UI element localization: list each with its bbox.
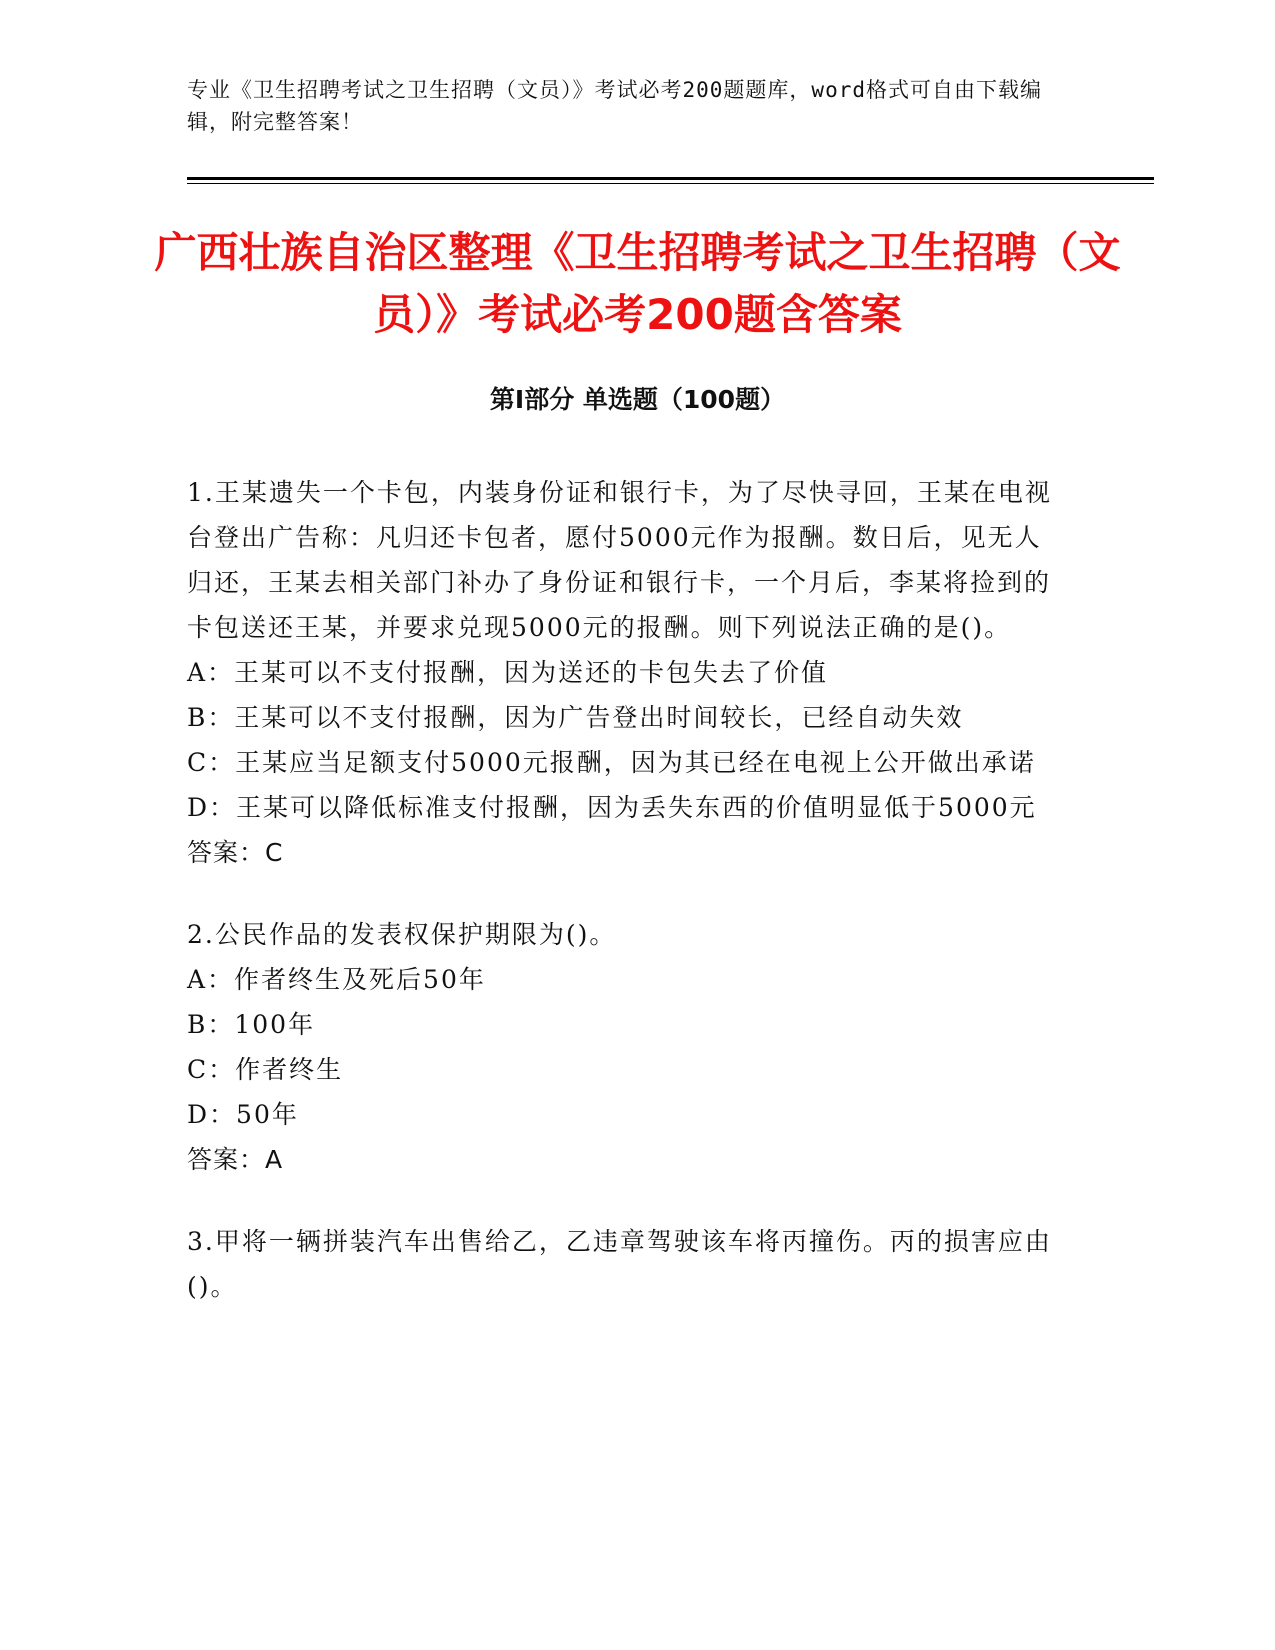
question-1 (187, 470, 1067, 875)
header-divider-thin (187, 183, 1154, 184)
option-b: B：100年 (187, 1010, 316, 1039)
section-title: 第Ⅰ部分 单选题（100题） (489, 385, 786, 414)
option-c: C：作者终生 (187, 1055, 344, 1084)
question-stem: 3.甲将一辆拼装汽车出售给乙，乙违章驾驶该车将丙撞伤。丙的损害应由()。 (187, 1227, 1052, 1301)
option-a: A：王某可以不支付报酬，因为送还的卡包失去了价值 (187, 658, 829, 687)
option-b: B：王某可以不支付报酬，因为广告登出时间较长，已经自动失效 (187, 703, 964, 732)
option-a: A：作者终生及死后50年 (187, 965, 486, 994)
answer: 答案：A (187, 1145, 284, 1174)
option-d: D：50年 (187, 1100, 299, 1129)
question-3 (187, 1219, 1067, 1309)
option-d: D：王某可以降低标准支付报酬，因为丢失东西的价值明显低于5000元 (187, 793, 1037, 822)
answer: 答案：C (187, 838, 284, 867)
option-c: C：王某应当足额支付5000元报酬，因为其已经在电视上公开做出承诺 (187, 748, 1036, 777)
document-title: 广西壮族自治区整理《卫生招聘考试之卫生招聘（文员）》考试必考200题含答案 (154, 228, 1121, 339)
question-2 (187, 912, 1067, 1182)
question-stem: 1.王某遗失一个卡包，内装身份证和银行卡，为了尽快寻回，王某在电视台登出广告称：凡归还卡包者，愿付5000元作为报酬。数日后，见无人归还，王某去相关部门补办了身份证和银行卡，一个月后，李某将捡到的卡包送还王某，并要求兑现5000元的报酬。则下列说法正确的是()。 (187, 478, 1052, 642)
question-stem: 2.公民作品的发表权保护期限为()。 (187, 920, 617, 949)
header-divider-thick (187, 177, 1154, 180)
question-list (187, 470, 1067, 1346)
header-note: 专业《卫生招聘考试之卫生招聘（文员）》考试必考200题题库，word格式可自由下载编辑，附完整答案！ (187, 78, 1042, 134)
